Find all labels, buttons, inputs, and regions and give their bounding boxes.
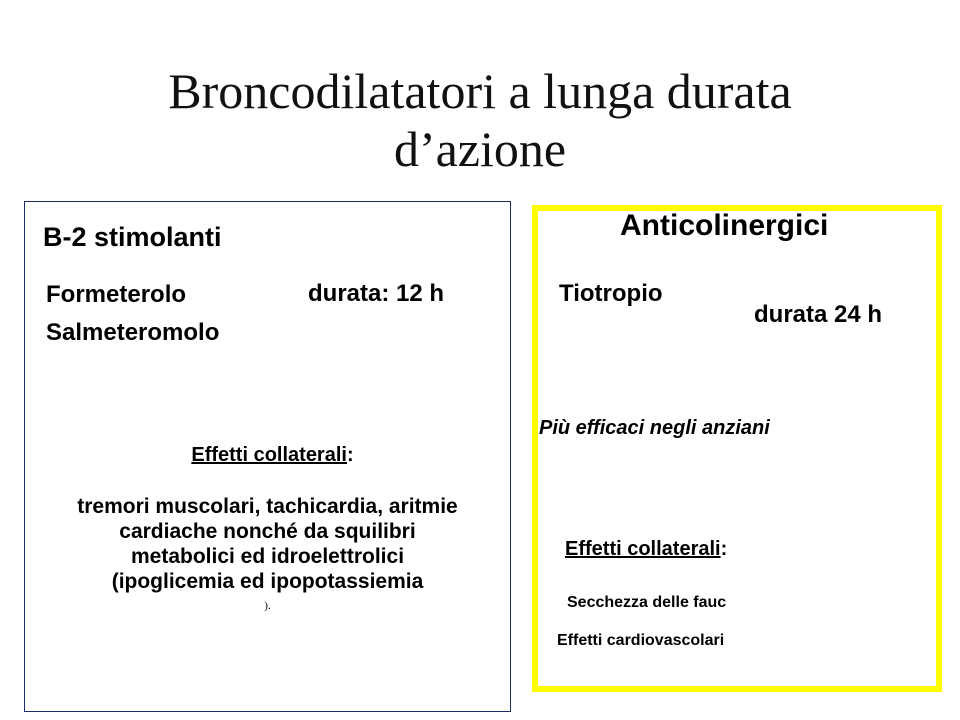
beta2-side-effects-line [14, 569, 521, 619]
side-effect-cardiovascular: Effetti cardiovascolari [557, 632, 725, 649]
anticholinergic-side-effects-colon: : [720, 538, 728, 560]
beta2-heading: B-2 stimolanti [43, 222, 222, 252]
beta2-side-effects-colon: : [346, 444, 354, 466]
beta2-side-effects-text [14, 494, 521, 619]
anticholinergic-side-effects-label: Effetti collaterali [565, 538, 721, 560]
beta2-side-effects-line-text: (ipoglicemia ed ipopotassiemia [111, 570, 424, 593]
slide-title-line-2: d’azione [393, 121, 567, 177]
elderly-efficacy-note: Più efficaci negli anziani [539, 417, 770, 439]
anticholinergic-side-effects-title [565, 538, 727, 561]
drug-formeterolo: Formeterolo [46, 281, 187, 308]
beta2-side-effects-line: tremori muscolari, tachicardia, aritmie [77, 495, 458, 518]
beta2-side-effects-line: cardiache nonché da squilibri [119, 520, 416, 543]
beta2-side-effects-title [24, 444, 521, 467]
anticholinergic-duration: durata 24 h [754, 301, 883, 328]
beta2-side-effects-label: Effetti collaterali [191, 444, 347, 466]
slide-title [0, 62, 960, 178]
beta2-side-effects-tail: ). [264, 600, 271, 612]
slide-title-line-1: Broncodilatatori a lunga durata [168, 63, 792, 119]
beta2-side-effects-line: metabolici ed idroelettrolici [130, 545, 405, 568]
drug-salmeteromolo: Salmeteromolo [46, 319, 220, 346]
side-effect-dry-mouth: Secchezza delle fauc [567, 594, 727, 611]
anticholinergic-heading: Anticolinergici [620, 209, 829, 242]
drug-tiotropio: Tiotropio [559, 280, 663, 307]
beta2-duration: durata: 12 h [308, 280, 445, 307]
